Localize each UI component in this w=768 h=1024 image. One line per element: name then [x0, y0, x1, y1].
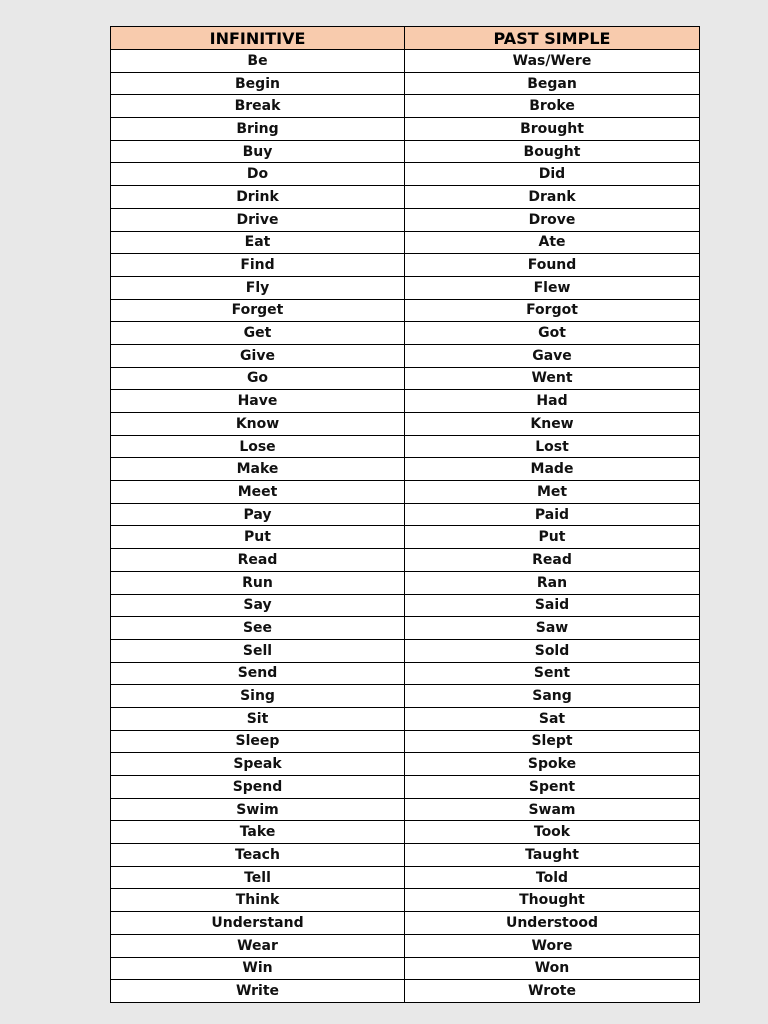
cell-past-simple: Wrote [405, 980, 700, 1003]
cell-infinitive: Spend [111, 776, 405, 799]
table-row [111, 208, 700, 231]
table-row [111, 753, 700, 776]
table-row [111, 866, 700, 889]
cell-infinitive: Sit [111, 707, 405, 730]
table-row [111, 662, 700, 685]
table-row [111, 163, 700, 186]
table-row [111, 617, 700, 640]
cell-past-simple: Wore [405, 934, 700, 957]
table-row [111, 844, 700, 867]
cell-infinitive: Find [111, 254, 405, 277]
cell-past-simple: Paid [405, 503, 700, 526]
cell-infinitive: Drink [111, 186, 405, 209]
cell-infinitive: Fly [111, 276, 405, 299]
cell-past-simple: Swam [405, 798, 700, 821]
table-row [111, 435, 700, 458]
cell-past-simple: Knew [405, 413, 700, 436]
cell-past-simple: Got [405, 322, 700, 345]
table-row [111, 299, 700, 322]
cell-infinitive: See [111, 617, 405, 640]
table-row [111, 526, 700, 549]
cell-infinitive: Put [111, 526, 405, 549]
table-row [111, 707, 700, 730]
table-row [111, 571, 700, 594]
cell-past-simple: Lost [405, 435, 700, 458]
cell-past-simple: Was/Were [405, 50, 700, 73]
cell-infinitive: Speak [111, 753, 405, 776]
cell-infinitive: Meet [111, 481, 405, 504]
cell-past-simple: Drove [405, 208, 700, 231]
cell-past-simple: Found [405, 254, 700, 277]
table-row [111, 50, 700, 73]
cell-past-simple: Sent [405, 662, 700, 685]
cell-infinitive: Do [111, 163, 405, 186]
cell-past-simple: Bought [405, 140, 700, 163]
cell-past-simple: Taught [405, 844, 700, 867]
cell-past-simple: Broke [405, 95, 700, 118]
table-row [111, 639, 700, 662]
cell-past-simple: Sang [405, 685, 700, 708]
cell-infinitive: Buy [111, 140, 405, 163]
cell-past-simple: Spoke [405, 753, 700, 776]
cell-infinitive: Teach [111, 844, 405, 867]
cell-past-simple: Read [405, 549, 700, 572]
table-row [111, 231, 700, 254]
cell-infinitive: Tell [111, 866, 405, 889]
cell-infinitive: Lose [111, 435, 405, 458]
cell-past-simple: Told [405, 866, 700, 889]
cell-infinitive: Give [111, 344, 405, 367]
table-row [111, 72, 700, 95]
cell-past-simple: Won [405, 957, 700, 980]
cell-past-simple: Brought [405, 118, 700, 141]
cell-past-simple: Drank [405, 186, 700, 209]
cell-infinitive: Go [111, 367, 405, 390]
cell-infinitive: Drive [111, 208, 405, 231]
table-row [111, 322, 700, 345]
cell-infinitive: Win [111, 957, 405, 980]
cell-infinitive: Be [111, 50, 405, 73]
cell-past-simple: Said [405, 594, 700, 617]
table-row [111, 344, 700, 367]
cell-past-simple: Saw [405, 617, 700, 640]
table-row [111, 549, 700, 572]
table-row [111, 912, 700, 935]
header-infinitive: INFINITIVE [111, 27, 405, 50]
table-row [111, 776, 700, 799]
cell-infinitive: Wear [111, 934, 405, 957]
table-row [111, 685, 700, 708]
cell-infinitive: Send [111, 662, 405, 685]
table-row [111, 889, 700, 912]
cell-past-simple: Went [405, 367, 700, 390]
irregular-verbs-table [110, 26, 700, 1003]
table-row [111, 730, 700, 753]
header-row [111, 27, 700, 50]
table-row [111, 798, 700, 821]
cell-infinitive: Sleep [111, 730, 405, 753]
cell-infinitive: Begin [111, 72, 405, 95]
cell-infinitive: Run [111, 571, 405, 594]
cell-past-simple: Did [405, 163, 700, 186]
cell-past-simple: Took [405, 821, 700, 844]
table-row [111, 367, 700, 390]
cell-past-simple: Gave [405, 344, 700, 367]
table-row [111, 594, 700, 617]
cell-infinitive: Forget [111, 299, 405, 322]
cell-infinitive: Eat [111, 231, 405, 254]
cell-infinitive: Have [111, 390, 405, 413]
cell-past-simple: Made [405, 458, 700, 481]
table-row [111, 95, 700, 118]
table-row [111, 957, 700, 980]
cell-past-simple: Had [405, 390, 700, 413]
table-row [111, 118, 700, 141]
cell-past-simple: Met [405, 481, 700, 504]
table-row [111, 503, 700, 526]
cell-past-simple: Put [405, 526, 700, 549]
cell-past-simple: Ate [405, 231, 700, 254]
cell-past-simple: Flew [405, 276, 700, 299]
cell-infinitive: Make [111, 458, 405, 481]
cell-past-simple: Thought [405, 889, 700, 912]
cell-infinitive: Read [111, 549, 405, 572]
cell-past-simple: Began [405, 72, 700, 95]
table-row [111, 254, 700, 277]
cell-infinitive: Bring [111, 118, 405, 141]
cell-past-simple: Understood [405, 912, 700, 935]
table-row [111, 413, 700, 436]
table-row [111, 458, 700, 481]
table-row [111, 980, 700, 1003]
cell-infinitive: Break [111, 95, 405, 118]
cell-infinitive: Think [111, 889, 405, 912]
table-row [111, 140, 700, 163]
table-row [111, 276, 700, 299]
table-row [111, 934, 700, 957]
cell-infinitive: Sell [111, 639, 405, 662]
header-past-simple: PAST SIMPLE [405, 27, 700, 50]
table-row [111, 186, 700, 209]
cell-infinitive: Say [111, 594, 405, 617]
cell-infinitive: Get [111, 322, 405, 345]
table-row [111, 481, 700, 504]
cell-infinitive: Write [111, 980, 405, 1003]
cell-past-simple: Slept [405, 730, 700, 753]
table-row [111, 821, 700, 844]
cell-infinitive: Know [111, 413, 405, 436]
cell-past-simple: Forgot [405, 299, 700, 322]
table-row [111, 390, 700, 413]
cell-past-simple: Sold [405, 639, 700, 662]
cell-infinitive: Understand [111, 912, 405, 935]
cell-infinitive: Pay [111, 503, 405, 526]
cell-past-simple: Sat [405, 707, 700, 730]
table-body [111, 50, 700, 1003]
cell-infinitive: Sing [111, 685, 405, 708]
cell-infinitive: Swim [111, 798, 405, 821]
cell-infinitive: Take [111, 821, 405, 844]
cell-past-simple: Ran [405, 571, 700, 594]
cell-past-simple: Spent [405, 776, 700, 799]
